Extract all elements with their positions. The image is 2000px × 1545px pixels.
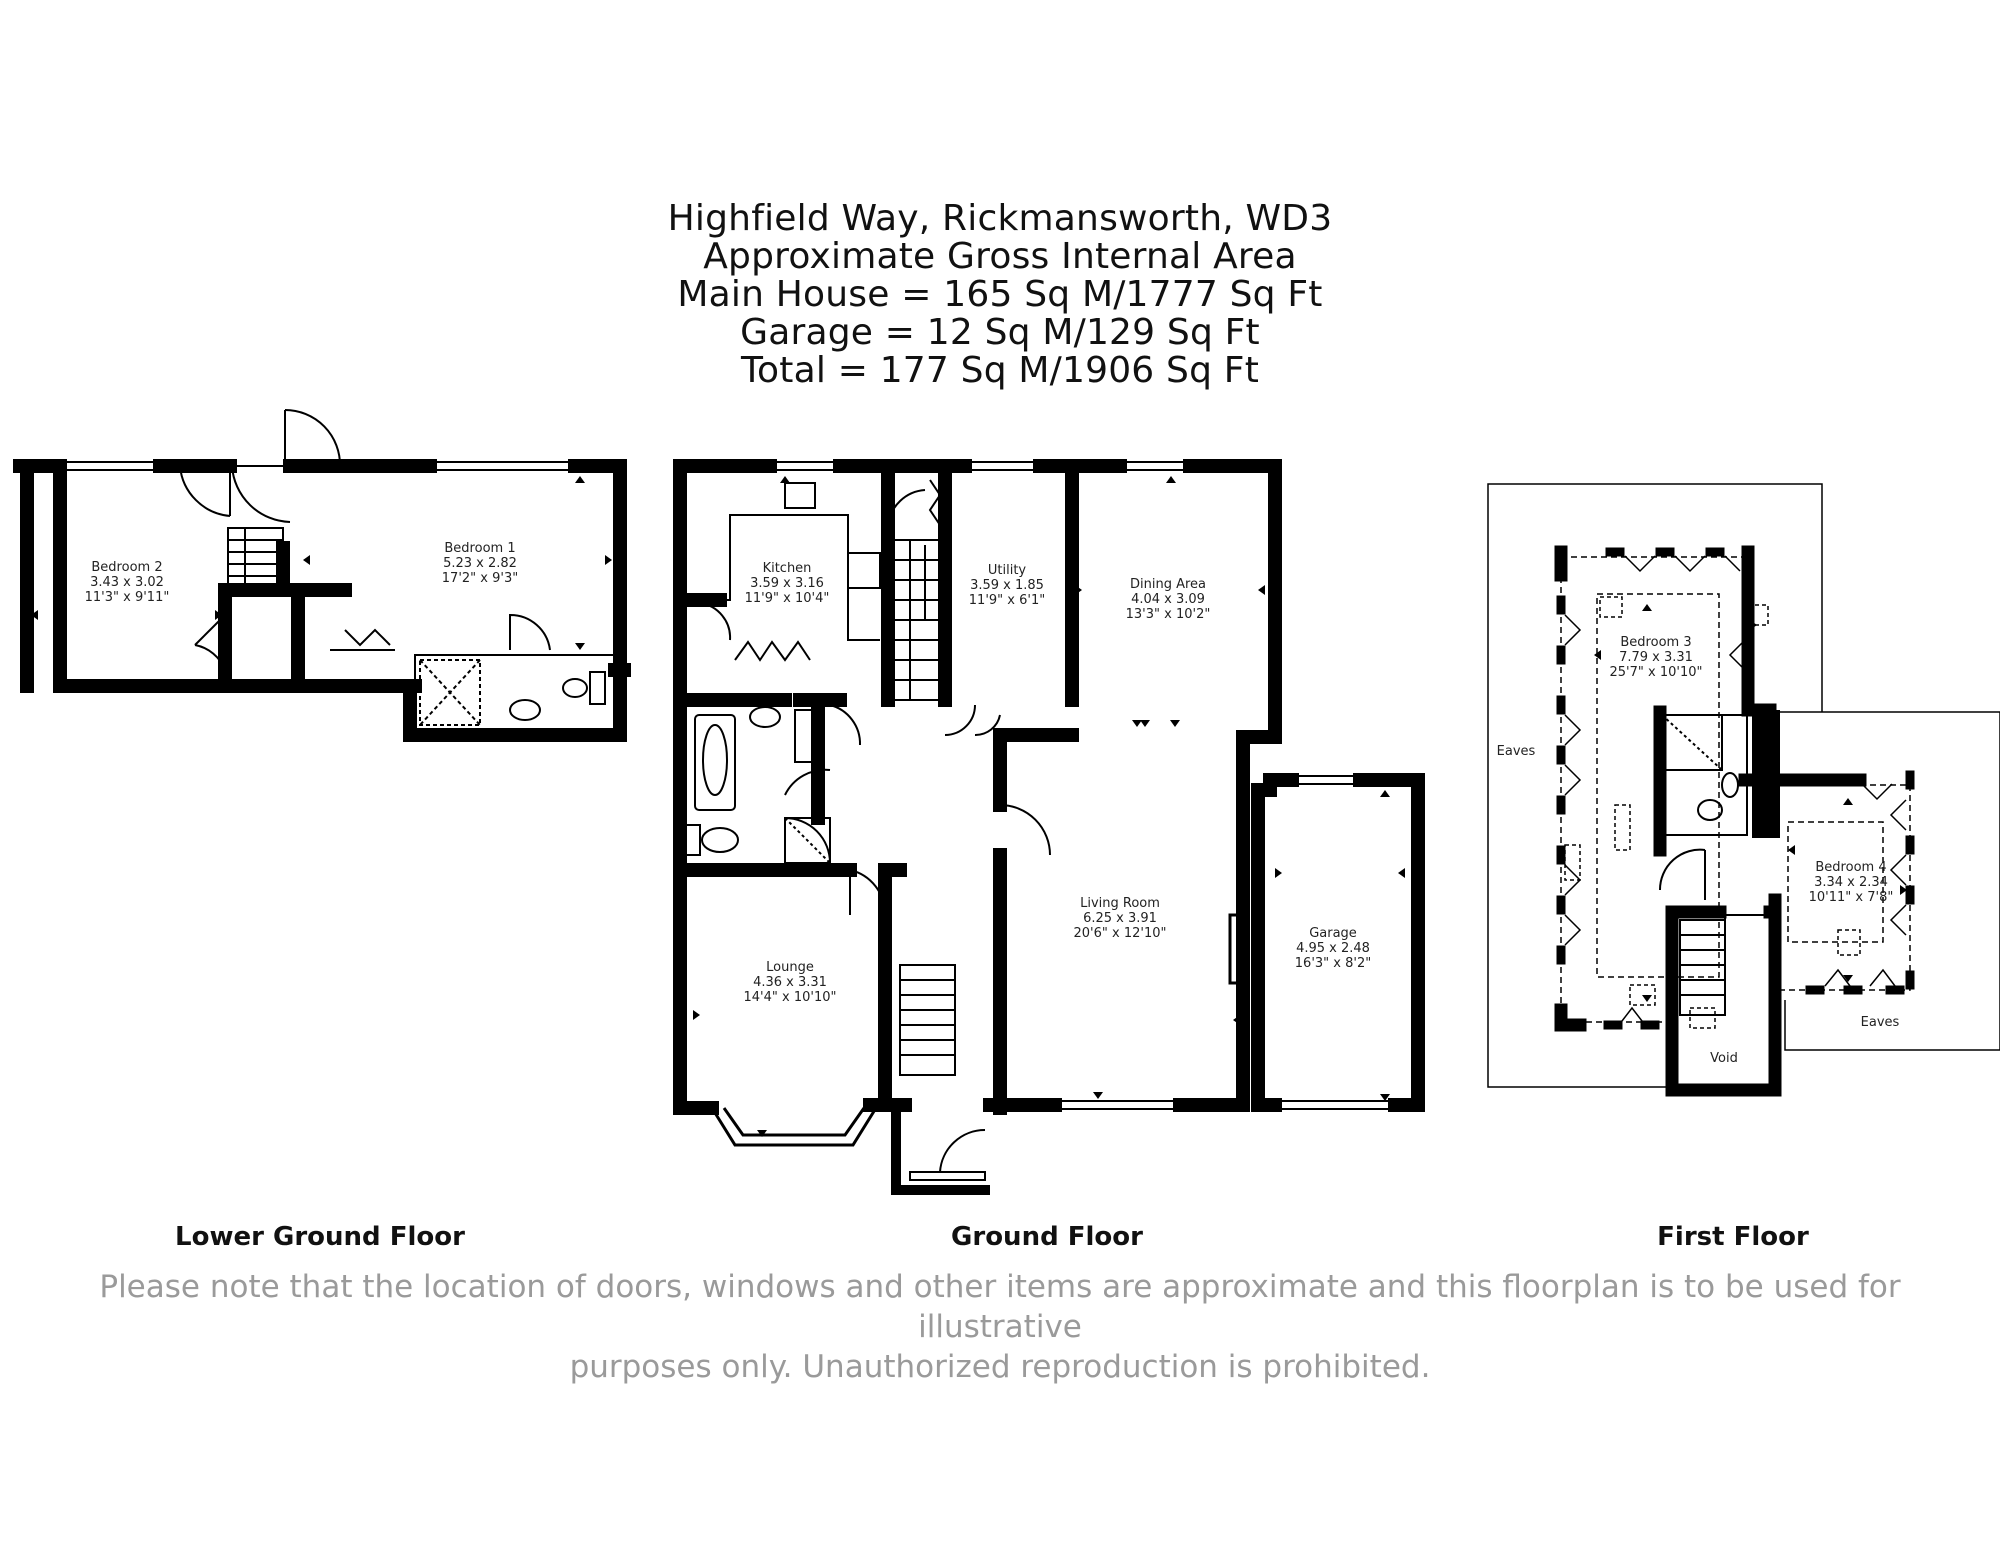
living-room-imperial: 20'6" x 12'10" (1073, 926, 1167, 941)
void-label: Void (1710, 1051, 1738, 1066)
main-house-area: Main House = 165 Sq M/1777 Sq Ft (677, 274, 1323, 315)
gia-title: Approximate Gross Internal Area (703, 236, 1297, 277)
dining-area-name: Dining Area (1129, 577, 1207, 592)
bedroom-1-imperial: 17'2" x 9'3" (441, 571, 519, 586)
bedroom-1-metric: 5.23 x 2.82 (443, 556, 517, 571)
garage-area: Garage = 12 Sq M/129 Sq Ft (740, 312, 1260, 353)
ground-floor-label: Ground Floor (951, 1222, 1143, 1252)
kitchen-imperial: 11'9" x 10'4" (744, 591, 830, 606)
bedroom-3-name: Bedroom 3 (1620, 635, 1692, 650)
eaves-right-label: Eaves (1860, 1015, 1900, 1030)
kitchen-name: Kitchen (762, 561, 812, 576)
bedroom-2-name: Bedroom 2 (91, 560, 163, 575)
disclaimer-line-1: Please note that the location of doors, windows and other items are approximate and this floorplan is to be used for illustrative (99, 1269, 1901, 1345)
disclaimer (40, 1267, 1960, 1387)
address-line: Highfield Way, Rickmansworth, WD3 (667, 198, 1333, 239)
lounge-name: Lounge (766, 960, 814, 975)
bedroom-2-imperial: 11'3" x 9'11" (84, 590, 170, 605)
utility-name: Utility (987, 563, 1027, 578)
bedroom-1-name: Bedroom 1 (444, 541, 516, 556)
eaves-left-label: Eaves (1496, 744, 1536, 759)
bedroom-3-imperial: 25'7" x 10'10" (1609, 665, 1703, 680)
first-floor-label: First Floor (1657, 1222, 1809, 1252)
ground-floor-plan (676, 462, 1418, 1190)
dining-area-metric: 4.04 x 3.09 (1131, 592, 1205, 607)
bedroom-3-metric: 7.79 x 3.31 (1619, 650, 1693, 665)
utility-metric: 3.59 x 1.85 (970, 578, 1044, 593)
bedroom-4-imperial: 10'11" x 7'8" (1808, 890, 1894, 905)
bedroom-4-name: Bedroom 4 (1815, 860, 1887, 875)
kitchen-metric: 3.59 x 3.16 (750, 576, 824, 591)
living-room-name: Living Room (1080, 896, 1160, 911)
disclaimer-line-2: purposes only. Unauthorized reproduction is prohibited. (569, 1349, 1431, 1385)
garage-metric: 4.95 x 2.48 (1296, 941, 1370, 956)
living-room-metric: 6.25 x 3.91 (1083, 911, 1157, 926)
bedroom-4-metric: 3.34 x 2.34 (1814, 875, 1888, 890)
garage-name: Garage (1309, 926, 1357, 941)
utility-imperial: 11'9" x 6'1" (968, 593, 1046, 608)
lounge-metric: 4.36 x 3.31 (753, 975, 827, 990)
dining-area-imperial: 13'3" x 10'2" (1125, 607, 1211, 622)
first-floor-plan (1488, 484, 2000, 1090)
garage-imperial: 16'3" x 8'2" (1294, 956, 1372, 971)
lower-ground-floor-plan (20, 410, 624, 735)
total-area: Total = 177 Sq M/1906 Sq Ft (740, 350, 1260, 391)
bedroom-2-metric: 3.43 x 3.02 (90, 575, 164, 590)
lounge-imperial: 14'4" x 10'10" (743, 990, 837, 1005)
lower-ground-floor-label: Lower Ground Floor (175, 1222, 465, 1252)
